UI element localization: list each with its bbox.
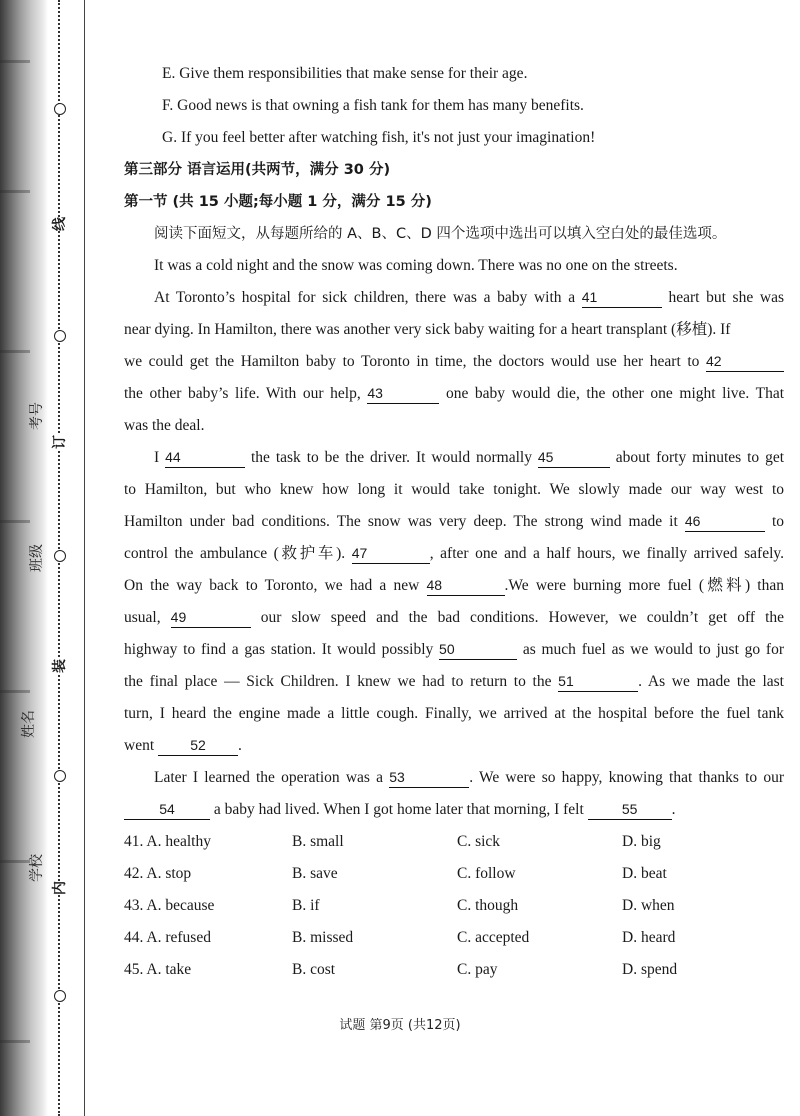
margin-label-name: 姓名 [21, 710, 37, 738]
section1-title: 第一节 (共 15 小题;每小题 1 分，满分 15 分) [124, 194, 432, 210]
q45-option-c: C. pay [457, 961, 498, 978]
q41-option-a: 41. A. healthy [124, 833, 211, 850]
binding-dotted-line-inner [84, 0, 85, 1116]
blank-51: 51 [558, 671, 638, 692]
passage-line-5: the other baby’s life. With our help, 43 one baby would die, the other one might live. That [124, 385, 784, 402]
passage-line-1: It was a cold night and the snow was coming down. There was no one on the streets. [154, 257, 678, 274]
blank-42: 42 [706, 351, 784, 372]
blank-48: 48 [427, 575, 505, 596]
passage-line-4: we could get the Hamilton baby to Toronto in time, the doctors would use her heart to 42 [124, 346, 784, 378]
question-45 [124, 954, 784, 986]
blank-44: 44 [165, 447, 245, 468]
binding-hole-3 [54, 550, 66, 562]
passage-line-3: near dying. In Hamilton, there was another very sick baby waiting for a heart transplant (移植). If [124, 321, 731, 338]
q44-option-d: D. heard [622, 929, 676, 946]
part3-title: 第三部分 语言运用(共两节，满分 30 分) [124, 162, 391, 178]
blank-50: 50 [439, 639, 517, 660]
q45-option-d: D. spend [622, 961, 678, 978]
blank-52: 52 [158, 735, 238, 756]
blank-45: 45 [538, 447, 610, 468]
question-42 [124, 858, 784, 890]
option-e: E. Give them responsibilities that make sense for their age. [162, 65, 528, 82]
margin-char-zhuang: 装 [49, 659, 69, 673]
blank-43: 43 [367, 383, 439, 404]
passage-line-2: At Toronto’s hospital for sick children, there was a baby with a 41 heart but she was [154, 289, 784, 306]
passage-line-15: turn, I heard the engine made a little cough. Finally, we arrived at the hospital before the fuel tank [124, 705, 784, 722]
q43-option-a: 43. A. because [124, 897, 215, 914]
margin-char-xian: 线 [49, 217, 69, 231]
blank-49: 49 [171, 607, 251, 628]
question-43 [124, 890, 784, 922]
passage-line-11: On the way back to Toronto, we had a new 48 .We were burning more fuel (燃料) than [124, 577, 784, 594]
q44-option-b: B. missed [292, 929, 354, 946]
q45-option-b: B. cost [292, 961, 336, 978]
blank-53: 53 [389, 767, 469, 788]
q45-option-a: 45. A. take [124, 961, 192, 978]
margin-char-nei: 内 [49, 881, 69, 895]
q41-option-b: B. small [292, 833, 344, 850]
passage-line-9: Hamilton under bad conditions. The snow was very deep. The strong wind made it 46 to [124, 513, 785, 530]
passage-line-7: I 44 the task to be the driver. It would normally 45 about forty minutes to get [154, 449, 785, 466]
blank-54: 54 [124, 799, 210, 820]
binding-hole-5 [54, 990, 66, 1002]
q42-option-a: 42. A. stop [124, 865, 192, 882]
q41-option-c: C. sick [457, 833, 501, 850]
margin-label-class: 班级 [29, 544, 45, 572]
page-footer: 试题 第9页 (共12页) [339, 1018, 461, 1033]
blank-47: 47 [352, 543, 430, 564]
passage-line-6: was the deal. [124, 417, 205, 434]
margin-label-school: 学校 [29, 854, 45, 882]
q42-option-b: B. save [292, 865, 338, 882]
q41-option-d: D. big [622, 833, 661, 850]
q43-option-c: C. though [457, 897, 519, 914]
q44-option-c: C. accepted [457, 929, 530, 946]
instruction: 阅读下面短文，从每题所给的 A、B、C、D 四个选项中选出可以填入空白处的最佳选项。 [154, 226, 727, 242]
q43-option-d: D. when [622, 897, 675, 914]
question-41 [124, 826, 784, 858]
passage-line-8: to Hamilton, but who knew how long it would take tonight. We slowly made our way west to [124, 481, 784, 498]
q42-option-d: D. beat [622, 865, 667, 882]
binding-hole-2 [54, 330, 66, 342]
passage-line-13: highway to find a gas station. It would possibly 50 as much fuel as we would to just go for [124, 641, 784, 658]
passage-line-18: 54 a baby had lived. When I got home later that morning, I felt 55 . [124, 794, 784, 826]
passage-line-16: went 52 . [124, 737, 242, 754]
option-g: G. If you feel better after watching fish, it's not just your imagination! [162, 129, 596, 146]
blank-55: 55 [588, 799, 672, 820]
margin-char-ding: 订 [49, 435, 69, 449]
margin-label-exam-number: 考号 [29, 402, 45, 430]
passage-line-14: the final place — Sick Children. I knew we had to return to the 51 . As we made the last [124, 673, 784, 690]
q42-option-c: C. follow [457, 865, 516, 882]
passage-line-17: Later I learned the operation was a 53 . We were so happy, knowing that thanks to our [154, 769, 785, 786]
option-f: F. Good news is that owning a fish tank for them has many benefits. [162, 97, 584, 114]
page-content [124, 58, 784, 986]
q43-option-b: B. if [292, 897, 320, 914]
q44-option-a: 44. A. refused [124, 929, 211, 946]
binding-hole-1 [54, 103, 66, 115]
question-44 [124, 922, 784, 954]
blank-46: 46 [685, 511, 765, 532]
binding-hole-4 [54, 770, 66, 782]
passage-line-12: usual, 49 our slow speed and the bad conditions. However, we couldn’t get off the [124, 609, 785, 626]
blank-41: 41 [582, 287, 662, 308]
passage-line-10: control the ambulance (救护车). 47 , after one and a half hours, we finally arrived safely. [124, 545, 785, 562]
